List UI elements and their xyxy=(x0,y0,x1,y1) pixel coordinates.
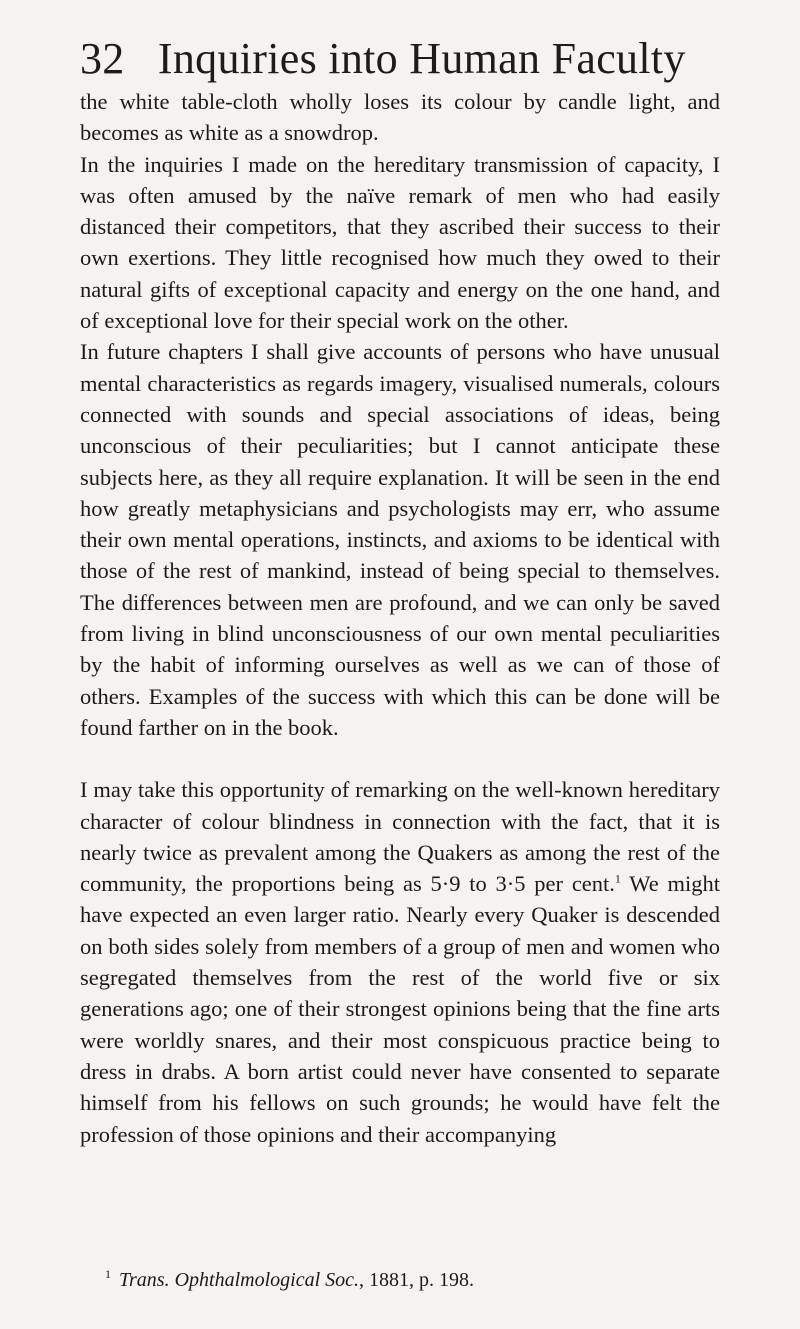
running-header xyxy=(80,30,720,88)
paragraph-4-text-after-reference: We might have expected an even larger ratio. Nearly every Quaker is descended on both sides solely from members of a group of men and women who segregated themselves from the rest of the world five or six generations ago; one of their strongest opinions being that the fine arts were worldly snares, and their most conspicuous practice being to dress in drabs. A born artist could never have consented to separate himself from his fellows on such grounds; he would have felt the profession of those opinions and their accompanying xyxy=(80,871,720,1147)
page-number: 32 xyxy=(80,34,125,83)
book-title-header: Inquiries into Human Faculty xyxy=(157,34,686,83)
paragraph-gap xyxy=(80,743,720,774)
paragraph-3: In future chapters I shall give accounts of persons who have unusual mental characteristics as regards imagery, visualised numerals, colours connected with sounds and special associations of ideas, being unconscious of their peculiarities; but I cannot anticipate these subjects here, as they all require explanation. It will be seen in the end how greatly metaphysicians and psychologists may err, who assume their own mental operations, instincts, and axioms to be identical with those of the rest of mankind, instead of being special to themselves. The differences between men are profound, and we can only be saved from living in blind unconsciousness of our own mental peculiarities by the habit of informing ourselves as well as we can of those of others. Examples of the success with which this can be done will be found farther on in the book. xyxy=(80,339,720,740)
paragraph-4-text-before-reference: I may take this opportunity of remarking on the well-known hereditary character of colour blindness in connection with the fact, that it is nearly twice as prevalent among the Quakers as among the rest of the community, the proportions being as 5·9 to 3·5 per cent. xyxy=(80,777,720,897)
footnote-source: Trans. Ophthalmological Soc. xyxy=(119,1269,360,1291)
footnote-marker: 1 xyxy=(105,1267,111,1282)
footnote-details: , 1881, p. 198. xyxy=(359,1269,475,1291)
page-body xyxy=(80,86,720,1150)
paragraph-4 xyxy=(80,774,720,1150)
paragraph-2: In the inquiries I made on the hereditary transmission of capacity, I was often amused by the naïve remark of men who had easily distanced their competitors, that they ascribed their success to their own exertions. They little recognised how much they owed to their natural gifts of exceptional capacity and energy on the one hand, and of exceptional love for their special work on the other. xyxy=(80,151,720,334)
footnote-reference: 1 xyxy=(614,871,621,886)
footnote xyxy=(105,1267,725,1293)
paragraph-1: the white table-cloth wholly loses its colour by candle light, and becomes as white as a snowdrop. xyxy=(80,89,720,146)
